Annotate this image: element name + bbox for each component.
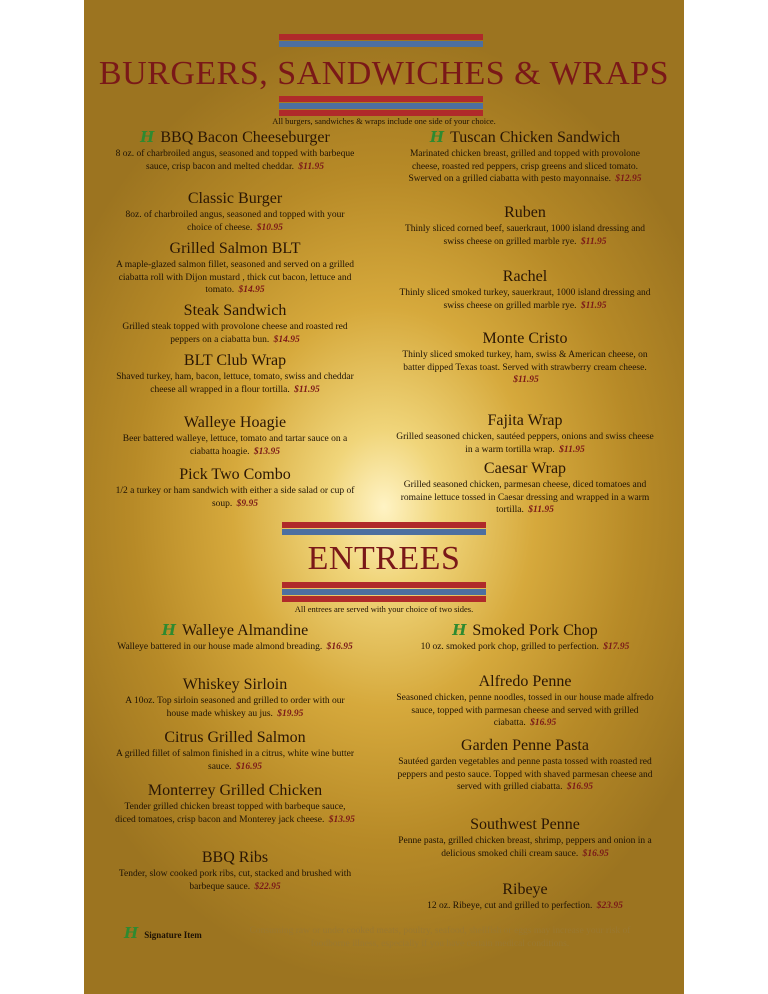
menu-item-name [396, 268, 654, 286]
menu-item-description [396, 900, 654, 913]
menu-item-price: $16.95 [582, 848, 609, 859]
menu-item [114, 466, 356, 510]
menu-item-name [114, 240, 356, 258]
menu-item [396, 621, 654, 654]
menu-item [396, 737, 654, 794]
menu-item-name [114, 849, 356, 867]
menu-item-price: $9.95 [236, 498, 259, 509]
menu-item-title: Fajita Wrap [487, 412, 563, 429]
menu-item-description [396, 756, 654, 794]
menu-item-title: Grilled Salmon BLT [169, 240, 301, 257]
menu-item [396, 881, 654, 913]
menu-item [114, 621, 356, 654]
menu-item-name [396, 412, 654, 430]
menu-item-title: Caesar Wrap [483, 460, 567, 477]
menu-item-price: $10.95 [256, 222, 283, 233]
menu-item-price: $11.95 [294, 384, 320, 395]
signature-legend-label: Signature Item [144, 930, 202, 940]
menu-item-title: Ruben [504, 204, 546, 221]
menu-item-title: Rachel [502, 268, 548, 285]
menu-item-price: $14.95 [238, 285, 265, 295]
menu-item-description [396, 692, 654, 730]
menu-item-name [114, 414, 356, 432]
description-text: Grilled seasoned chicken, parmesan cheese, diced tomatoes and romaine lettuce tossed in Caesar dressing and wrapped in a warm tortilla. [400, 480, 650, 515]
menu-item [114, 240, 356, 297]
menu-item-price: $19.95 [277, 708, 304, 719]
description-text: Thinly sliced corned beef, sauerkraut, 1000 island dressing and swiss cheese on grilled marble rye. [404, 224, 646, 247]
burgers-underline-stripes [279, 96, 483, 116]
description-text: Walleye battered in our house made almond breading. [117, 642, 323, 652]
menu-item-title: Whiskey Sirloin [182, 676, 288, 693]
menu-item-description [396, 835, 654, 860]
description-text: Beer battered walleye, lettuce, tomato and tartar sauce on a ciabatta hoagie. [122, 434, 348, 457]
menu-item-price: $23.95 [596, 901, 623, 911]
menu-item [114, 302, 356, 346]
menu-item-price: $11.95 [580, 236, 607, 247]
menu-item-description [114, 748, 356, 773]
entrees-underline-stripes [282, 582, 486, 602]
menu-item [396, 330, 654, 387]
menu-item-description [396, 479, 654, 517]
menu-item-title: Southwest Penne [470, 816, 580, 833]
description-text: A grilled fillet of salmon finished in a citrus, white wine butter sauce. [116, 749, 354, 772]
menu-item [396, 816, 654, 860]
menu-item-price: $13.95 [328, 814, 355, 825]
menu-item-price: $11.95 [580, 300, 607, 311]
menu-item [114, 849, 356, 893]
description-text: Thinly sliced smoked turkey, sauerkraut, 1000 island dressing and swiss cheese on grilled marble rye. [399, 288, 651, 311]
menu-item-price: $16.95 [326, 642, 353, 652]
menu-item-description [114, 209, 356, 234]
menu-item [114, 352, 356, 396]
menu-item [114, 128, 356, 173]
signature-legend [124, 924, 202, 942]
menu-item-description [114, 868, 356, 893]
menu-item [396, 460, 654, 517]
menu-item [396, 204, 654, 248]
menu-item-name [396, 330, 654, 348]
menu-item-price: $11.95 [559, 444, 585, 455]
menu-item-title: Classic Burger [187, 190, 283, 207]
description-text: A maple-glazed salmon fillet, seasoned and served on a grilled ciabatta roll with Dijon mustard , thick cut bacon, lettuce and tomato. [116, 260, 354, 295]
signature-icon: H [429, 128, 445, 146]
menu-item-name [114, 729, 356, 747]
menu-item-description [114, 321, 356, 346]
menu-item-description [114, 433, 356, 458]
description-text: 12 oz. Ribeye, cut and grilled to perfection. [427, 901, 593, 911]
menu-item-name [396, 816, 654, 834]
menu-item [114, 676, 356, 720]
menu-item-title: Garden Penne Pasta [461, 737, 589, 754]
menu-item-name [114, 676, 356, 694]
menu-item-name [114, 190, 356, 208]
menu-item-name [114, 352, 356, 370]
menu-item-title: Smoked Pork Chop [472, 622, 598, 639]
entrees-note: All entrees are served with your choice of two sides. [294, 604, 474, 614]
menu-item-description [396, 349, 654, 387]
description-text: 1/2 a turkey or ham sandwich with either a side salad or cup of soup. [115, 486, 355, 509]
menu-item-price: $11.95 [298, 161, 324, 172]
menu-item [396, 673, 654, 730]
menu-item-title: BLT Club Wrap [183, 352, 287, 369]
description-text: 8oz. of charbroiled angus, seasoned and topped with your choice of cheese. [125, 210, 345, 233]
signature-icon: H [161, 621, 176, 639]
description-text: Tender grilled chicken breast topped with barbeque sauce, diced tomatoes, crisp bacon and Monterey jack cheese. [115, 802, 346, 825]
menu-item-name [114, 621, 356, 640]
menu-item-name [114, 302, 356, 320]
food-safety-disclaimer: Consuming raw or under cooked meats, poultry, seafood, shellfish or eggs may increase your risk of foodborne illness, especially if you have certain medical conditions. [249, 926, 631, 949]
menu-page [84, 0, 684, 994]
menu-item-title: Ribeye [502, 881, 548, 898]
menu-item-name [114, 466, 356, 484]
menu-item-name [396, 621, 654, 640]
menu-item-description [114, 148, 356, 173]
signature-icon: H [452, 621, 467, 639]
description-text: Grilled steak topped with provolone cheese and roasted red peppers on a ciabatta bun. [122, 322, 348, 345]
menu-item-title: Monterrey Grilled Chicken [147, 782, 323, 799]
menu-item-price: $11.95 [528, 505, 554, 515]
menu-item-description [396, 148, 654, 186]
description-text: Thinly sliced smoked turkey, ham, swiss & American cheese, on batter dipped Texas toast. Served with strawberry cream cheese. [402, 350, 648, 373]
description-text: Marinated chicken breast, grilled and topped with provolone cheese, roasted red peppers, crisp greens and sliced tomato. Swerved on a grilled ciabatta with pesto mayonnaise. [408, 149, 641, 184]
menu-item-description [114, 259, 356, 297]
menu-item-name [396, 881, 654, 899]
menu-item [396, 128, 654, 186]
menu-item [114, 782, 356, 826]
signature-icon: H [140, 128, 155, 146]
menu-item-price: $16.95 [235, 761, 262, 772]
menu-item-price: $16.95 [530, 718, 557, 728]
menu-item-description [396, 287, 654, 312]
menu-item-description [396, 431, 654, 456]
menu-item-price: $16.95 [566, 782, 594, 792]
menu-item-price: $11.95 [513, 375, 539, 385]
menu-item-name [396, 128, 654, 147]
entrees-title: ENTREES [307, 540, 461, 577]
menu-item-title: Pick Two Combo [179, 466, 291, 483]
description-text: 8 oz. of charbroiled angus, seasoned and topped with barbeque sauce, crisp bacon and melted cheddar. [115, 149, 355, 172]
menu-item-title: Walleye Hoagie [183, 414, 287, 431]
menu-item-price: $14.95 [273, 334, 300, 345]
burgers-note: All burgers, sandwiches & wraps include one side of your choice. [272, 116, 496, 126]
menu-item-title: BBQ Ribs [201, 849, 269, 866]
menu-item-description [114, 641, 356, 654]
description-text: Seasoned chicken, penne noodles, tossed in our house made alfredo sauce, topped with parmesan cheese and served with grilled ciabatta. [396, 693, 654, 728]
menu-item-name [396, 460, 654, 478]
menu-item-description [396, 641, 654, 654]
menu-item-description [114, 801, 356, 826]
description-text: Shaved turkey, ham, bacon, lettuce, tomato, swiss and cheddar cheese all wrapped in a flour tortilla. [116, 372, 354, 395]
description-text: Sautéed garden vegetables and penne pasta tossed with roasted red peppers and pesto sauce. Topped with shaved parmesan cheese and served with grilled ciabatta. [397, 757, 653, 792]
description-text: Tender, slow cooked pork ribs, cut, stacked and brushed with barbeque sauce. [118, 869, 352, 892]
menu-item-title: Alfredo Penne [478, 673, 572, 690]
menu-item-name [114, 128, 356, 147]
burgers-title: BURGERS, SANDWICHES & WRAPS [98, 55, 670, 92]
menu-item [396, 412, 654, 456]
description-text: Grilled seasoned chicken, sautéed peppers, onions and swiss cheese in a warm tortilla wrap. [396, 432, 654, 455]
menu-item-title: Monte Cristo [482, 330, 568, 347]
description-text: 10 oz. smoked pork chop, grilled to perfection. [420, 642, 599, 652]
entrees-top-stripes [282, 522, 486, 542]
menu-item-description [114, 695, 356, 720]
menu-item-title: Citrus Grilled Salmon [164, 729, 306, 746]
description-text: Penne pasta, grilled chicken breast, shrimp, peppers and onion in a delicious smoked chili cream sauce. [398, 836, 652, 859]
menu-item-title: Tuscan Chicken Sandwich [450, 129, 621, 146]
menu-item [114, 729, 356, 773]
menu-item [396, 268, 654, 312]
menu-item-description [396, 223, 654, 248]
menu-item-description [114, 371, 356, 396]
menu-item-title: BBQ Bacon Cheeseburger [160, 129, 330, 146]
menu-item-title: Steak Sandwich [183, 302, 287, 319]
menu-item-name [396, 673, 654, 691]
menu-item-price: $17.95 [603, 642, 630, 652]
top-stripes [279, 34, 483, 54]
menu-item-price: $13.95 [253, 446, 281, 457]
menu-item-title: Walleye Almandine [181, 622, 309, 639]
menu-item-description [114, 485, 356, 510]
menu-item-name [114, 782, 356, 800]
description-text: A 10oz. Top sirloin seasoned and grilled to order with our house made whiskey au jus. [125, 696, 345, 719]
menu-item-price: $12.95 [615, 174, 642, 184]
menu-item [114, 190, 356, 234]
menu-item-name [396, 204, 654, 222]
menu-item [114, 414, 356, 458]
menu-item-name [396, 737, 654, 755]
menu-item-price: $22.95 [254, 881, 281, 892]
signature-icon: H [124, 924, 139, 942]
